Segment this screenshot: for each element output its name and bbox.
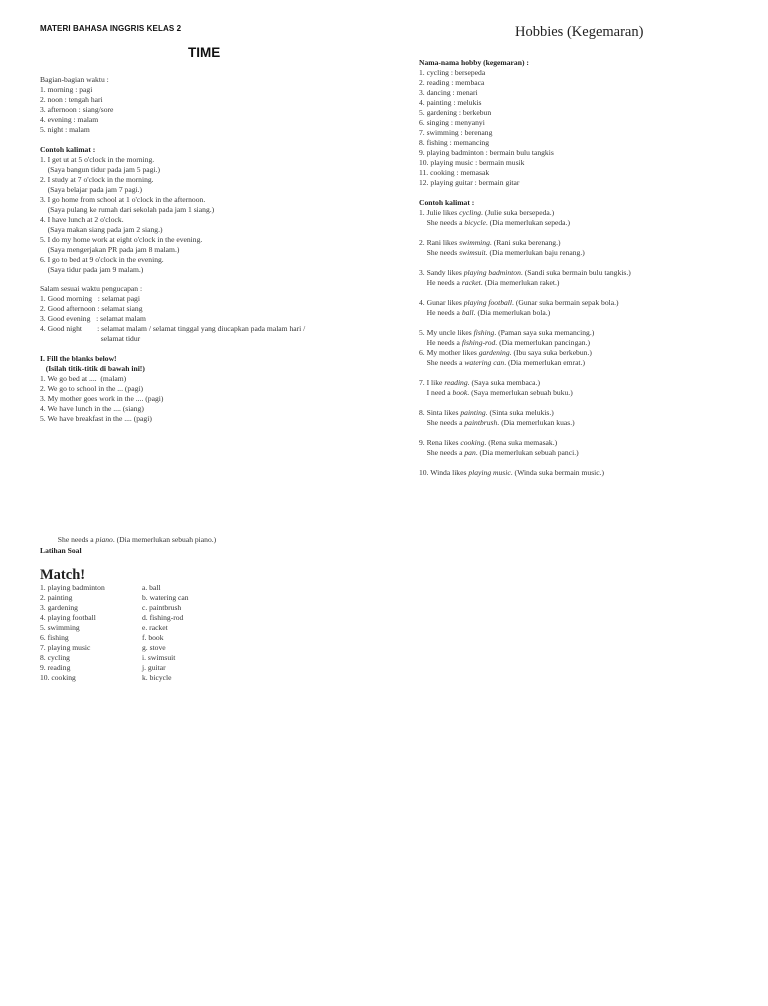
list-item: 8. fishing : memancing (419, 138, 490, 147)
list-item: i. swimsuit (142, 653, 176, 662)
example-line: 2. Rani likes swimming. (Rani suka berenang.) (419, 238, 561, 247)
example-line: 8. Sinta likes painting. (Sinta suka melukis.) (419, 408, 554, 417)
hobby-examples-heading: Contoh kalimat : (419, 198, 475, 207)
hobbies-title: Hobbies (Kegemaran) (515, 24, 644, 40)
list-item: 2. We go to school in the ... (pagi) (40, 384, 144, 393)
time-section (40, 75, 390, 424)
list-item: 5. night : malam (40, 125, 90, 134)
list-item: g. stove (142, 643, 166, 652)
list-item: 1. playing badminton (40, 583, 105, 592)
greetings-list (40, 294, 390, 344)
list-item: 2. reading : membaca (419, 78, 485, 87)
list-item: 7. swimming : berenang (419, 128, 493, 137)
example-line: I need a book. (Saya memerlukan sebuah buku.) (419, 388, 573, 397)
example-group (419, 268, 759, 288)
example-group (419, 328, 759, 368)
example-group (419, 408, 759, 428)
hobby-names-heading: Nama-nama hobby (kegemaran) : (419, 58, 529, 67)
list-item: f. book (142, 633, 164, 642)
latihan-label: Latihan Soal (40, 546, 82, 555)
continuation-line: She needs a piano. (Dia memerlukan sebuah piano.) (57, 535, 217, 544)
example-line: 5. My uncle likes fishing. (Paman saya suka memancing.) (419, 328, 595, 337)
list-item: a. ball (142, 583, 161, 592)
list-item: 6. fishing (40, 633, 69, 642)
list-item: 9. playing badminton : bermain bulu tangkis (419, 148, 554, 157)
list-item: 7. playing music (40, 643, 91, 652)
example-group (419, 378, 759, 398)
example-line: 6. My mother likes gardening. (Ibu saya suka berkebun.) (419, 348, 592, 357)
list-item: 3. I go home from school at 1 o'clock in the afternoon. (40, 195, 206, 204)
list-item: (Saya mengerjakan PR pada jam 8 malam.) (40, 245, 180, 254)
exercise-list (40, 374, 390, 424)
greetings-heading: Salam sesuai waktu pengucapan : (40, 284, 143, 293)
list-item: 9. reading (40, 663, 71, 672)
list-item: 11. cooking : memasak (419, 168, 490, 177)
list-item: 6. singing : menyanyi (419, 118, 485, 127)
list-item: 1. We go bed at .... (malam) (40, 374, 127, 383)
list-item: 3. dancing : menari (419, 88, 478, 97)
example-line: She needs swimsuit. (Dia memerlukan baju renang.) (419, 248, 585, 257)
list-item: 2. Good afternoon : selamat siang (40, 304, 143, 313)
list-item: 4. painting : melukis (419, 98, 482, 107)
examples-heading: Contoh kalimat : (40, 145, 96, 154)
example-line: 1. Julie likes cycling. (Julie suka bersepeda.) (419, 208, 555, 217)
example-group (419, 438, 759, 458)
document-label: MATERI BAHASA INGGRIS KELAS 2 (40, 24, 182, 33)
match-right-column (142, 583, 262, 683)
list-item: 5. We have breakfast in the .... (pagi) (40, 414, 152, 423)
list-item: 4. Good night : selamat malam / selamat tinggal yang diucapkan pada malam hari / (40, 324, 306, 333)
list-item: d. fishing-rod (142, 613, 184, 622)
exercise-subheading: (Isilah titik-titik di bawah ini!) (40, 364, 145, 373)
match-left-column (40, 583, 140, 683)
list-item: b. watering can (142, 593, 189, 602)
list-item: (Saya pulang ke rumah dari sekolah pada jam 1 siang.) (40, 205, 215, 214)
list-item: 5. swimming (40, 623, 80, 632)
example-line: 3. Sandy likes playing badminton. (Sandi suka bermain bulu tangkis.) (419, 268, 631, 277)
list-item: 4. evening : malam (40, 115, 99, 124)
list-item: 6. I go to bed at 9 o'clock in the evening. (40, 255, 164, 264)
example-line: He needs a fishing-rod. (Dia memerlukan pancingan.) (419, 338, 590, 347)
list-item: (Saya tidur pada jam 9 malam.) (40, 265, 144, 274)
list-item: 2. I study at 7 o'clock in the morning. (40, 175, 154, 184)
example-line: She needs a watering can. (Dia memerlukan emrat.) (419, 358, 585, 367)
examples-list (40, 155, 390, 275)
list-item: 3. My mother goes work in the .... (pagi) (40, 394, 164, 403)
example-group (419, 238, 759, 258)
list-item: 2. painting (40, 593, 73, 602)
list-item: 3. Good evening : selamat malam (40, 314, 146, 323)
example-line: He needs a racket. (Dia memerlukan raket.) (419, 278, 560, 287)
match-title: Match! (40, 567, 86, 583)
list-item: 4. playing football (40, 613, 96, 622)
example-group (419, 208, 759, 228)
exercise-heading: I. Fill the blanks below! (40, 354, 117, 363)
list-item: 5. gardening : berkebun (419, 108, 492, 117)
time-title: TIME (188, 45, 221, 60)
example-line: 7. I like reading. (Saya suka membaca.) (419, 378, 540, 387)
example-line: 10. Winda likes playing music. (Winda suka bermain music.) (419, 468, 605, 477)
list-item: 12. playing guitar : bermain gitar (419, 178, 520, 187)
list-item: 10. playing music : bermain musik (419, 158, 525, 167)
hobbies-section (419, 58, 759, 478)
list-item: j. guitar (142, 663, 166, 672)
example-group (419, 298, 759, 318)
list-item: 1. morning : pagi (40, 85, 93, 94)
list-item: 5. I do my home work at eight o'clock in the evening. (40, 235, 203, 244)
hobby-names-list (419, 68, 759, 188)
list-item: 1. I get ut at 5 o'clock in the morning. (40, 155, 155, 164)
list-item: (Saya bangun tidur pada jam 5 pagi.) (40, 165, 160, 174)
example-line: 9. Rena likes cooking. (Rena suka memasak.) (419, 438, 558, 447)
parts-heading: Bagian-bagian waktu : (40, 75, 109, 84)
hobby-examples-list (419, 208, 759, 478)
list-item: 4. We have lunch in the .... (siang) (40, 404, 144, 413)
list-item: 4. I have lunch at 2 o'clock. (40, 215, 124, 224)
list-item: 3. gardening (40, 603, 78, 612)
list-item: c. paintbrush (142, 603, 182, 612)
list-item: 10. cooking (40, 673, 76, 682)
list-item: 1. Good morning : selamat pagi (40, 294, 140, 303)
parts-list (40, 85, 390, 135)
list-item: (Saya belajar pada jam 7 pagi.) (40, 185, 143, 194)
list-item: k. bicycle (142, 673, 172, 682)
example-line: She needs a paintbrush. (Dia memerlukan kuas.) (419, 418, 575, 427)
list-item: selamat tidur (40, 334, 141, 343)
example-line: She needs a pan. (Dia memerlukan sebuah panci.) (419, 448, 579, 457)
list-item: (Saya makan siang pada jam 2 siang.) (40, 225, 163, 234)
example-line: She needs a bicycle. (Dia memerlukan sepeda.) (419, 218, 570, 227)
example-group (419, 468, 759, 478)
list-item: 2. noon : tengah hari (40, 95, 103, 104)
example-line: 4. Gunar likes playing football. (Gunar suka bermain sepak bola.) (419, 298, 619, 307)
list-item: 1. cycling : bersepeda (419, 68, 486, 77)
list-item: 3. afternoon : siang/sore (40, 105, 114, 114)
list-item: e. racket (142, 623, 168, 632)
list-item: 8. cycling (40, 653, 70, 662)
example-line: He needs a ball. (Dia memerlukan bola.) (419, 308, 551, 317)
